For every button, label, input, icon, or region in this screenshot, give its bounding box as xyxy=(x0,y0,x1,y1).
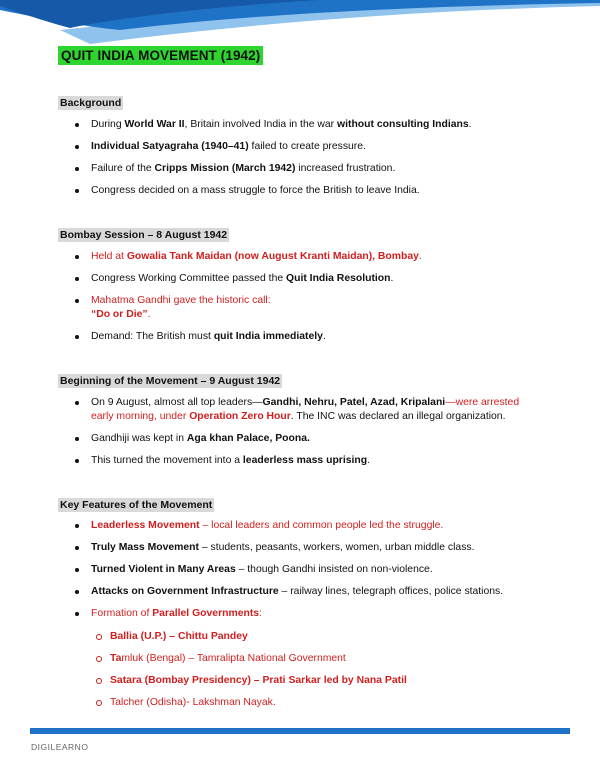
footer-bar xyxy=(30,728,570,734)
list-item: Congress decided on a mass struggle to force the British to leave India. xyxy=(58,184,538,198)
header-wave-banner xyxy=(0,0,600,48)
section-heading-beginning: Beginning of the Movement – 9 August 1942 xyxy=(60,375,281,387)
list-item: Leaderless Movement – local leaders and common people led the struggle. xyxy=(58,519,538,533)
list-item: Individual Satyagraha (1940–41) failed to create pressure. xyxy=(58,140,538,154)
sub-list-item: Tamluk (Bengal) – Tamralipta National Government xyxy=(58,652,538,666)
list-item: This turned the movement into a leaderless mass uprising. xyxy=(58,454,538,468)
list-item: Truly Mass Movement – students, peasants, workers, women, urban middle class. xyxy=(58,541,538,555)
list-item: During World War II, Britain involved India in the war without consulting Indians. xyxy=(58,118,538,132)
list-item: Demand: The British must quit India immediately. xyxy=(58,330,538,344)
list-item: Mahatma Gandhi gave the historic call: “Do or Die”. xyxy=(58,294,538,322)
list-item: Formation of Parallel Governments: xyxy=(58,607,538,621)
list-item: On 9 August, almost all top leaders—Gandhi, Nehru, Patel, Azad, Kripalani—were arrested early morning, under Operation Zero Hour. The INC was declared an illegal organization. xyxy=(58,396,538,424)
footer-brand: DIGILEARNO xyxy=(31,742,89,752)
background-list xyxy=(58,118,538,206)
list-item: Gandhiji was kept in Aga khan Palace, Poona. xyxy=(58,432,538,446)
list-item: Congress Working Committee passed the Quit India Resolution. xyxy=(58,272,538,286)
features-list xyxy=(58,519,538,629)
list-item: Attacks on Government Infrastructure – railway lines, telegraph offices, police stations. xyxy=(58,585,538,599)
bombay-list xyxy=(58,250,538,352)
sub-list-item: Ballia (U.P.) – Chittu Pandey xyxy=(58,630,538,644)
beginning-list xyxy=(58,396,538,476)
list-item: Turned Violent in Many Areas – though Gandhi insisted on non-violence. xyxy=(58,563,538,577)
list-item: Held at Gowalia Tank Maidan (now August Kranti Maidan), Bombay. xyxy=(58,250,538,264)
sub-list-item: Talcher (Odisha)- Lakshman Nayak. xyxy=(58,696,538,710)
section-heading-key-features: Key Features of the Movement xyxy=(60,499,213,511)
sub-list-item: Satara (Bombay Presidency) – Prati Sarkar led by Nana Patil xyxy=(58,674,538,688)
section-heading-background: Background xyxy=(60,97,122,109)
list-item: Failure of the Cripps Mission (March 1942) increased frustration. xyxy=(58,162,538,176)
section-heading-bombay-session: Bombay Session – 8 August 1942 xyxy=(60,229,228,241)
parallel-governments-list xyxy=(58,630,538,718)
page-title: QUIT INDIA MOVEMENT (1942) xyxy=(58,46,263,65)
